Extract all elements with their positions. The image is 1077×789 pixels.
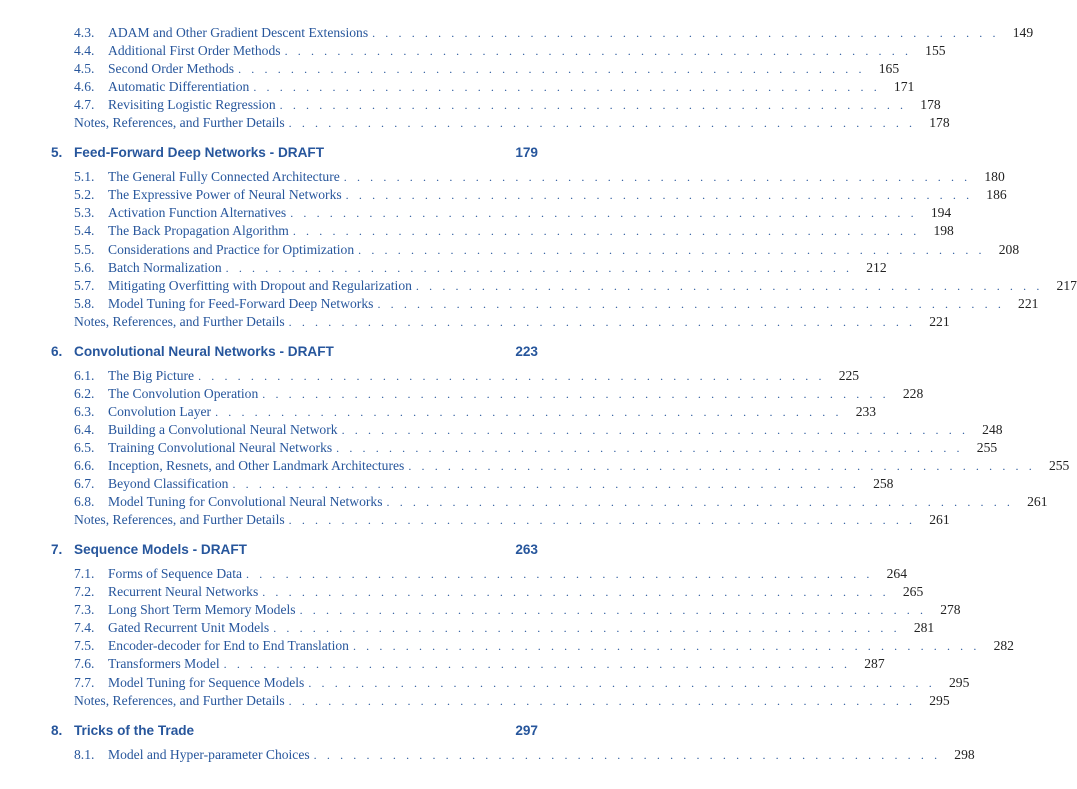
section-page-number: 225 <box>838 367 860 383</box>
section-page-number: 261 <box>1027 494 1048 510</box>
section-title: Model Tuning for Sequence Models <box>108 674 305 690</box>
chapter-number: 5. <box>51 145 63 161</box>
section-title: Long Short Term Memory Models <box>108 602 296 618</box>
section-page-number: 221 <box>1018 295 1039 311</box>
dot-leader: . . . . . . . . . . . . . . . . . . . . . . . . . . . . . . . . . . . . . . . . . . . . . . . . <box>352 639 980 654</box>
section-page-number: 198 <box>933 223 954 239</box>
dot-leader: . . . . . . . . . . . . . . . . . . . . . . . . . . . . . . . . . . . . . . . . . . . . . . . . <box>279 98 907 113</box>
section-page-number: 165 <box>878 61 900 77</box>
section-title: Notes, References, and Further Details <box>74 313 285 329</box>
section-entry[interactable] <box>74 97 941 115</box>
section-title: ADAM and Other Gradient Descent Extensions <box>108 25 369 40</box>
section-number: 5.6. <box>74 259 95 275</box>
chapter-heading[interactable] <box>51 542 538 562</box>
section-number: 6.6. <box>74 458 95 473</box>
section-page-number: 194 <box>930 205 952 221</box>
section-entry[interactable] <box>74 656 885 674</box>
section-title: The General Fully Connected Architecture <box>108 169 340 185</box>
section-title: Building a Convolutional Neural Network <box>108 421 338 437</box>
section-page-number: 186 <box>986 187 1007 203</box>
section-entry[interactable] <box>74 620 935 638</box>
chapter-page-number: 263 <box>515 542 538 558</box>
section-number: 4.5. <box>74 61 95 77</box>
dot-leader: . . . . . . . . . . . . . . . . . . . . . . . . . . . . . . . . . . . . . . . . . . . . . . . . <box>313 747 941 762</box>
section-entry[interactable] <box>74 277 1077 296</box>
chapter-page-number: 223 <box>515 343 538 359</box>
section-page-number: 149 <box>1012 25 1034 40</box>
section-title: Recurrent Neural Networks <box>108 584 259 600</box>
dot-leader: . . . . . . . . . . . . . . . . . . . . . . . . . . . . . . . . . . . . . . . . . . . . . . . . <box>377 296 1005 311</box>
section-number: 6.4. <box>74 421 95 437</box>
section-entry[interactable] <box>74 494 1048 512</box>
section-entry[interactable] <box>74 566 908 584</box>
section-entry[interactable] <box>74 602 961 620</box>
section-page-number: 178 <box>929 115 950 131</box>
section-page-number: 255 <box>976 439 998 455</box>
section-number: 6.7. <box>74 476 95 492</box>
dot-leader: . . . . . . . . . . . . . . . . . . . . . . . . . . . . . . . . . . . . . . . . . . . . . . . . <box>299 603 927 618</box>
dot-leader: . . . . . . . . . . . . . . . . . . . . . . . . . . . . . . . . . . . . . . . . . . . . . . . . <box>358 242 986 257</box>
section-number: 6.5. <box>74 439 95 455</box>
section-page-number: 248 <box>982 421 1003 437</box>
section-title: Considerations and Practice for Optimization <box>108 241 355 257</box>
dot-leader: . . . . . . . . . . . . . . . . . . . . . . . . . . . . . . . . . . . . . . . . . . . . . . . . <box>345 188 973 203</box>
section-entry[interactable] <box>74 43 946 61</box>
section-page-number: 264 <box>886 566 908 582</box>
section-number: 5.8. <box>74 295 95 311</box>
section-number: 7.6. <box>74 656 95 672</box>
section-entry[interactable] <box>74 584 924 602</box>
section-title: Additional First Order Methods <box>108 43 281 59</box>
section-title: Model and Hyper-parameter Choices <box>108 746 310 762</box>
dot-leader: . . . . . . . . . . . . . . . . . . . . . . . . . . . . . . . . . . . . . . . . . . . . . . . . <box>253 80 881 95</box>
section-number: 7.1. <box>74 566 95 582</box>
section-entry[interactable] <box>74 241 1020 260</box>
notes-entry[interactable] <box>74 692 950 711</box>
section-title: Convolution Layer <box>108 403 212 419</box>
section-title: Mitigating Overfitting with Dropout and Regularization <box>108 277 412 293</box>
section-page-number: 261 <box>929 512 950 528</box>
chapter-number: 8. <box>51 722 63 738</box>
section-entry[interactable] <box>74 223 954 241</box>
chapter-heading[interactable] <box>51 344 538 364</box>
section-number: 7.7. <box>74 674 95 690</box>
section-page-number: 287 <box>864 656 885 672</box>
section-entry[interactable] <box>74 295 1039 314</box>
section-title: Inception, Resnets, and Other Landmark Architectures <box>108 458 405 473</box>
section-entry[interactable] <box>74 169 1005 187</box>
dot-leader: . . . . . . . . . . . . . . . . . . . . . . . . . . . . . . . . . . . . . . . . . . . . . . . . <box>343 170 971 185</box>
section-title: Gated Recurrent Unit Models <box>108 620 270 636</box>
section-number: 5.2. <box>74 187 95 203</box>
section-title: Encoder-decoder for End to End Translation <box>108 638 349 654</box>
section-number: 7.3. <box>74 602 95 618</box>
section-entry[interactable] <box>74 259 887 278</box>
section-title: Batch Normalization <box>108 259 222 275</box>
chapter-page-number: 179 <box>515 145 538 161</box>
dot-leader: . . . . . . . . . . . . . . . . . . . . . . . . . . . . . . . . . . . . . . . . . . . . . . . . <box>288 513 916 528</box>
section-entry[interactable] <box>74 746 975 765</box>
section-number: 5.3. <box>74 205 95 221</box>
section-entry[interactable] <box>74 638 1014 656</box>
chapter-title: Feed-Forward Deep Networks - DRAFT <box>74 145 325 161</box>
dot-leader: . . . . . . . . . . . . . . . . . . . . . . . . . . . . . . . . . . . . . . . . . . . . . . . . <box>336 440 964 455</box>
section-number: 4.6. <box>74 79 95 95</box>
chapter-title: Convolutional Neural Networks - DRAFT <box>74 343 334 359</box>
dot-leader: . . . . . . . . . . . . . . . . . . . . . . . . . . . . . . . . . . . . . . . . . . . . . . . . <box>341 422 969 437</box>
section-page-number: 208 <box>998 241 1020 257</box>
section-page-number: 221 <box>929 313 950 329</box>
section-page-number: 217 <box>1056 277 1077 293</box>
section-page-number: 295 <box>948 674 970 690</box>
section-number: 6.2. <box>74 385 95 401</box>
section-entry[interactable] <box>74 61 900 79</box>
section-page-number: 278 <box>940 602 961 618</box>
section-page-number: 171 <box>893 79 915 95</box>
dot-leader: . . . . . . . . . . . . . . . . . . . . . . . . . . . . . . . . . . . . . . . . . . . . . . . . <box>415 278 1043 293</box>
section-number: 8.1. <box>74 746 95 762</box>
section-number: 7.2. <box>74 584 95 600</box>
section-entry[interactable] <box>74 476 894 494</box>
section-number: 4.4. <box>74 43 95 59</box>
section-title: Model Tuning for Convolutional Neural Networks <box>108 494 383 510</box>
dot-leader: . . . . . . . . . . . . . . . . . . . . . . . . . . . . . . . . . . . . . . . . . . . . . . . . <box>262 585 890 600</box>
section-title: Transformers Model <box>108 656 220 672</box>
section-page-number: 298 <box>954 746 975 762</box>
dot-leader: . . . . . . . . . . . . . . . . . . . . . . . . . . . . . . . . . . . . . . . . . . . . . . . . <box>262 386 890 401</box>
section-title: Notes, References, and Further Details <box>74 115 285 131</box>
section-number: 4.7. <box>74 97 95 113</box>
dot-leader: . . . . . . . . . . . . . . . . . . . . . . . . . . . . . . . . . . . . . . . . . . . . . . . . <box>246 567 874 582</box>
dot-leader: . . . . . . . . . . . . . . . . . . . . . . . . . . . . . . . . . . . . . . . . . . . . . . . . <box>273 621 901 636</box>
section-page-number: 178 <box>920 97 941 113</box>
section-entry[interactable] <box>74 439 998 458</box>
chapter-heading[interactable] <box>51 723 538 743</box>
section-number: 7.4. <box>74 620 95 636</box>
dot-leader: . . . . . . . . . . . . . . . . . . . . . . . . . . . . . . . . . . . . . . . . . . . . . . . . <box>223 657 851 672</box>
section-number: 6.3. <box>74 403 95 419</box>
dot-leader: . . . . . . . . . . . . . . . . . . . . . . . . . . . . . . . . . . . . . . . . . . . . . . . . <box>308 675 936 690</box>
section-entry[interactable] <box>74 385 924 404</box>
section-entry[interactable] <box>74 674 970 693</box>
notes-entry[interactable] <box>74 512 950 530</box>
section-title: The Back Propagation Algorithm <box>108 223 289 239</box>
section-entry[interactable] <box>74 421 1003 440</box>
section-title: The Big Picture <box>108 367 195 383</box>
notes-entry[interactable] <box>74 115 950 133</box>
section-number: 5.5. <box>74 241 95 257</box>
section-number: 7.5. <box>74 638 95 654</box>
dot-leader: . . . . . . . . . . . . . . . . . . . . . . . . . . . . . . . . . . . . . . . . . . . . . . . . <box>198 368 826 383</box>
section-page-number: 212 <box>866 259 887 275</box>
chapter-title: Sequence Models - DRAFT <box>74 542 247 558</box>
dot-leader: . . . . . . . . . . . . . . . . . . . . . . . . . . . . . . . . . . . . . . . . . . . . . . . . <box>288 116 916 131</box>
section-title: Forms of Sequence Data <box>108 566 243 582</box>
section-page-number: 155 <box>925 43 946 59</box>
section-entry[interactable] <box>74 187 1007 205</box>
notes-entry[interactable] <box>74 313 950 332</box>
section-page-number: 282 <box>993 638 1014 654</box>
section-entry[interactable] <box>74 25 1034 43</box>
dot-leader: . . . . . . . . . . . . . . . . . . . . . . . . . . . . . . . . . . . . . . . . . . . . . . . . <box>215 404 843 419</box>
section-page-number: 233 <box>855 403 877 419</box>
section-number: 5.7. <box>74 277 95 293</box>
dot-leader: . . . . . . . . . . . . . . . . . . . . . . . . . . . . . . . . . . . . . . . . . . . . . . . . <box>232 477 860 492</box>
section-title: Notes, References, and Further Details <box>74 512 285 528</box>
section-title: The Expressive Power of Neural Networks <box>108 187 342 203</box>
dot-leader: . . . . . . . . . . . . . . . . . . . . . . . . . . . . . . . . . . . . . . . . . . . . . . . . <box>225 260 853 275</box>
dot-leader: . . . . . . . . . . . . . . . . . . . . . . . . . . . . . . . . . . . . . . . . . . . . . . . . <box>288 693 916 708</box>
section-page-number: 258 <box>873 476 894 492</box>
dot-leader: . . . . . . . . . . . . . . . . . . . . . . . . . . . . . . . . . . . . . . . . . . . . . . . . <box>288 314 916 329</box>
section-title: Activation Function Alternatives <box>108 205 287 221</box>
section-title: Automatic Differentiation <box>108 79 250 95</box>
section-page-number: 265 <box>902 584 924 600</box>
dot-leader: . . . . . . . . . . . . . . . . . . . . . . . . . . . . . . . . . . . . . . . . . . . . . . . . <box>290 206 918 221</box>
section-number: 5.4. <box>74 223 95 239</box>
chapter-heading[interactable] <box>51 145 538 165</box>
dot-leader: . . . . . . . . . . . . . . . . . . . . . . . . . . . . . . . . . . . . . . . . . . . . . . . . <box>408 459 1036 473</box>
dot-leader: . . . . . . . . . . . . . . . . . . . . . . . . . . . . . . . . . . . . . . . . . . . . . . . . <box>238 62 866 77</box>
section-entry[interactable] <box>74 367 860 386</box>
dot-leader: . . . . . . . . . . . . . . . . . . . . . . . . . . . . . . . . . . . . . . . . . . . . . . . . <box>372 26 1000 40</box>
chapter-title: Tricks of the Trade <box>74 722 195 738</box>
dot-leader: . . . . . . . . . . . . . . . . . . . . . . . . . . . . . . . . . . . . . . . . . . . . . . . . <box>284 44 912 59</box>
chapter-number: 6. <box>51 343 63 359</box>
dot-leader: . . . . . . . . . . . . . . . . . . . . . . . . . . . . . . . . . . . . . . . . . . . . . . . . <box>292 224 920 239</box>
section-title: Second Order Methods <box>108 61 235 77</box>
section-page-number: 281 <box>913 620 935 636</box>
chapter-number: 7. <box>51 542 63 558</box>
section-title: Model Tuning for Feed-Forward Deep Networks <box>108 295 374 311</box>
section-entry[interactable] <box>74 79 915 97</box>
section-entry[interactable] <box>74 205 952 223</box>
chapter-page-number: 297 <box>515 722 538 738</box>
section-title: Revisiting Logistic Regression <box>108 97 276 113</box>
section-page-number: 295 <box>929 692 950 708</box>
section-page-number: 180 <box>984 169 1005 185</box>
section-number: 4.3. <box>74 25 95 40</box>
section-entry[interactable] <box>74 458 1070 476</box>
section-page-number: 255 <box>1048 458 1070 473</box>
section-title: Notes, References, and Further Details <box>74 692 285 708</box>
dot-leader: . . . . . . . . . . . . . . . . . . . . . . . . . . . . . . . . . . . . . . . . . . . . . . . . <box>386 495 1014 510</box>
section-number: 5.1. <box>74 169 95 185</box>
section-number: 6.8. <box>74 494 95 510</box>
section-title: The Convolution Operation <box>108 385 259 401</box>
section-entry[interactable] <box>74 403 877 422</box>
section-number: 6.1. <box>74 367 95 383</box>
section-title: Beyond Classification <box>108 476 229 492</box>
section-page-number: 228 <box>902 385 924 401</box>
section-title: Training Convolutional Neural Networks <box>108 439 333 455</box>
